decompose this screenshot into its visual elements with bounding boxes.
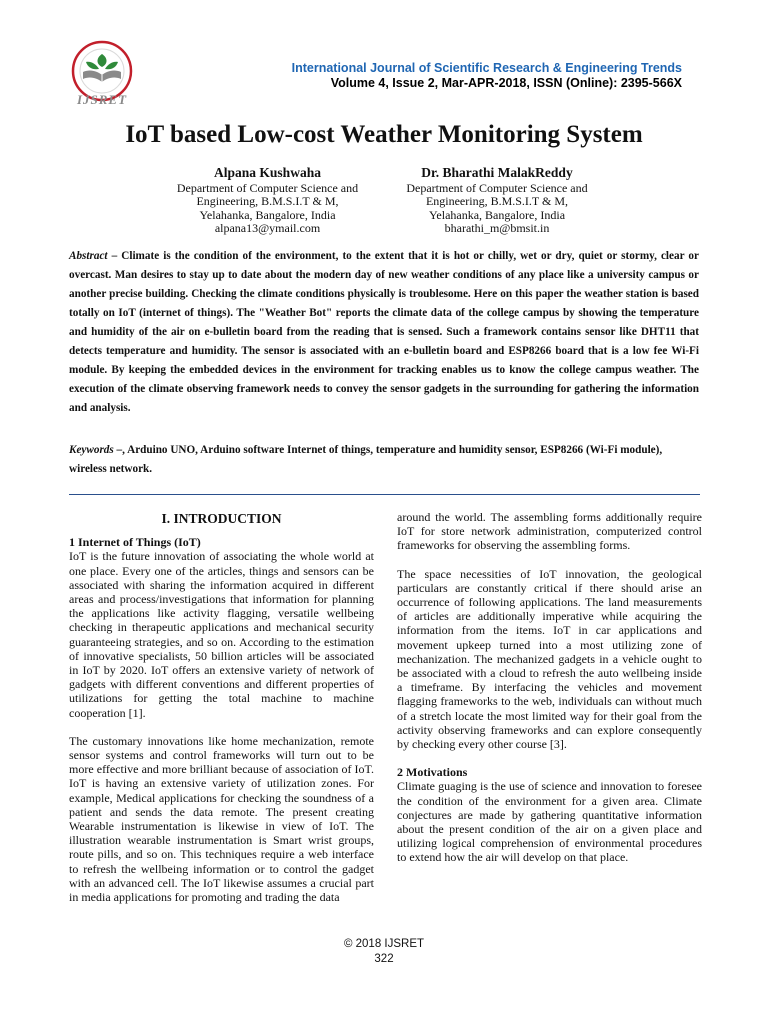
section-divider <box>69 494 700 495</box>
author-dept: Engineering, B.M.S.I.T & M, <box>425 194 569 208</box>
author-name: Dr. Bharathi MalakReddy <box>421 165 573 180</box>
subsection-heading-motivations: 2 Motivations <box>397 765 468 780</box>
keywords <box>69 441 699 479</box>
abstract-text: – Climate is the condition of the environment, to the extent that it is hot or chilly, wet or dry, quiet or stormy, clear or overcast. Man desires to stay up to date about the modern day of new weather conditions of any place like a university campus or another precise building. Checking the climate conditions physically is troublesome. Here on this paper the weather station is based totally on IoT (internet of things). The "Weather Bot" reports the climate data of the college campus by showing the temperature and humidity of the air on e-bulletin board from the reading that is sensed. Such a framework contains sensor like DHT11 that detects temperature and humidity. The sensor is associated with an e-bulletin board and ESP8266 board that is a low fee Wi-Fi module. By keeping the embedded devices in the environment for tracking enables us to know the college campus weather. The execution of the climate observing framework needs to convey the sensor gadgets in the surrounding for gathering the information and analysis. <box>69 250 699 414</box>
journal-header <box>292 61 682 91</box>
keywords-label: Keywords <box>69 444 114 456</box>
right-column <box>397 510 702 879</box>
logo-text: IJSRET <box>76 92 128 107</box>
author-block-1 <box>160 166 375 236</box>
section-heading-introduction: I. INTRODUCTION <box>161 511 282 526</box>
body-paragraph: Climate guaging is the use of science and innovation to foresee the condition of the environment for a given area. Climate conjectures are made by gathering quantitative information about the present condition of the air on a given place and utilizing logical comprehension of environmental procedures to extend how the air will develop on that place. <box>397 779 702 865</box>
page-number: 322 <box>374 953 394 965</box>
abstract-label: Abstract <box>69 250 108 262</box>
body-paragraph: around the world. The assembling forms additionally require IoT for store network administration, computerized control frameworks for observing the assembling forms. <box>397 510 702 553</box>
author-dept: Engineering, B.M.S.I.T & M, <box>196 194 339 208</box>
author-name: Alpana Kushwaha <box>214 165 321 180</box>
author-email: bharathi_m@bmsit.in <box>444 221 550 235</box>
left-column <box>69 510 374 918</box>
footer-copyright: © 2018 IJSRET <box>343 938 425 950</box>
journal-name: International Journal of Scientific Research & Engineering Trends <box>291 61 682 75</box>
body-paragraph: IoT is the future innovation of associating the whole world at one place. Every one of the articles, things and sensors can be associated with sharing the information acquired in different areas and process/investigations that information for planning the applications like activity flagging, versatile wellbeing checking in therapeutic applications and mechanical security guaranteeing strategies, and so on. According to the estimation of innovative specialists, 50 billion articles will be associated in IoT by 2020. IoT offers an extensive variety of network of gadgets with different conventions and different properties of utilizations for getting the total machine to machine cooperation [1]. <box>69 549 374 720</box>
subsection-heading-iot: 1 Internet of Things (IoT) <box>69 535 201 550</box>
author-location: Yelahanka, Bangalore, India <box>428 207 566 222</box>
author-email: alpana13@ymail.com <box>214 221 321 235</box>
abstract <box>69 247 699 418</box>
author-location: Yelahanka, Bangalore, India <box>199 207 336 222</box>
body-paragraph: The customary innovations like home mechanization, remote sensor systems and control frameworks will turn out to be more effective and more brilliant because of association of IoT. IoT is having an extensive variety of utilization zones. For example, Medical applications for checking the soundness of a patient and sends the data remote. The present creating Wearable instrumentation is likewise in view of IoT. The illustration wearable instrumentation is Smart wrist groups, route pills, and so on. This techniques require a web interface to refresh the wellbeing information or to control the gadget with an advanced cell. The IoT likewise assumes a crucial part in media applications for promoting and trading the data <box>69 733 374 905</box>
paper-title: IoT based Low-cost Weather Monitoring System <box>125 121 643 148</box>
author-block-2 <box>382 166 612 236</box>
body-paragraph: The space necessities of IoT innovation, the geological particulars are constantly critical if there should arise an occurrence of following applications. The land measurements of articles are additionally imperative while acquiring the information from the items. IoT in car applications and movement upkeep turned into a most utilizing zone of mechanization. The mechanized gadgets in a vehicle ought to be associated with a cloud to refresh the auto wellbeing inside a timeframe. By interfacing the vehicles and movement flagging frameworks to the web, individuals can without much of a stretch locate the most limited way for their goal from the activity observing frameworks and can explore consequently by checking every other course [3]. <box>397 566 702 752</box>
author-dept: Department of Computer Science and <box>406 180 588 195</box>
keywords-text: –, Arduino UNO, Arduino software Internet of things, temperature and humidity sensor, ESP8266 (Wi-Fi module), wireless network. <box>69 444 663 475</box>
page-footer <box>0 937 768 967</box>
journal-logo <box>66 40 138 108</box>
author-dept: Department of Computer Science and <box>176 180 359 195</box>
journal-volume: Volume 4, Issue 2, Mar-APR-2018, ISSN (Online): 2395-566X <box>330 76 682 90</box>
